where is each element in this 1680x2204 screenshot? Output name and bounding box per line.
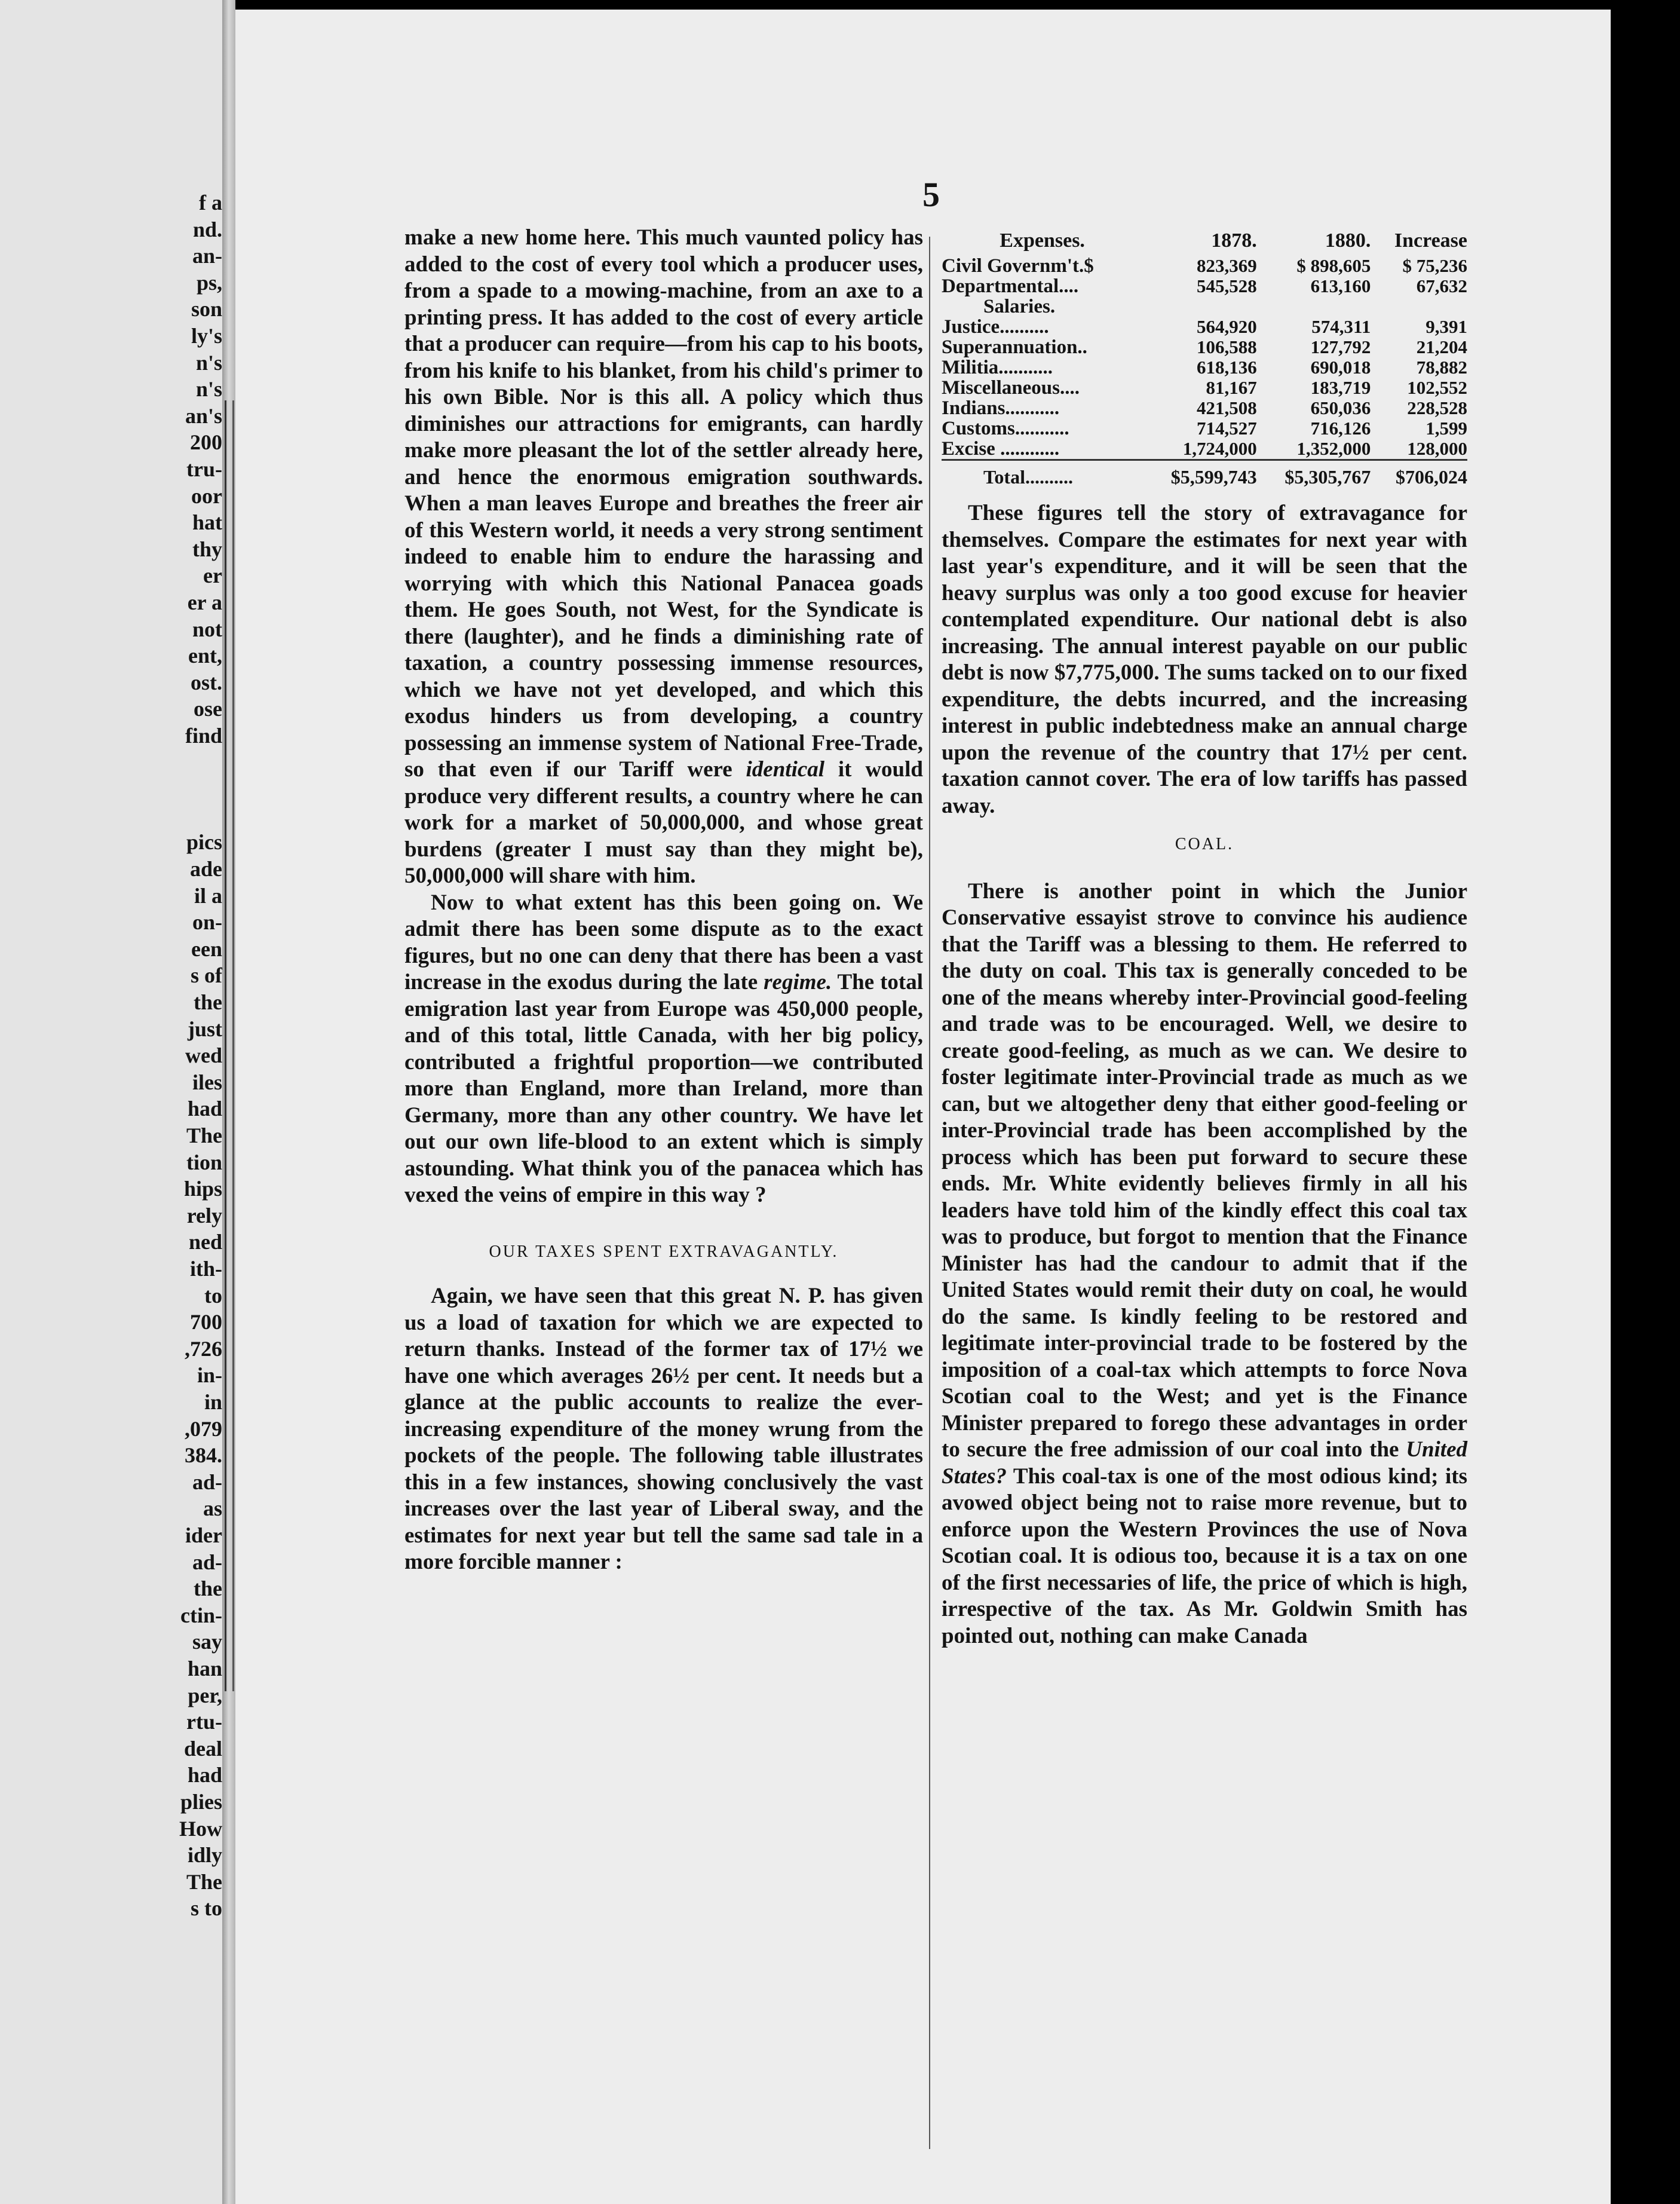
table-cell: Departmental.... xyxy=(942,276,1079,297)
table-cell xyxy=(1371,296,1467,317)
left-page-text-fragment: s to xyxy=(191,1896,222,1921)
table-cell: 183,719 xyxy=(1310,377,1371,398)
binding-thread xyxy=(225,400,234,1691)
left-page-text-fragment: ad- xyxy=(192,1550,222,1574)
table-cell: 67,632 xyxy=(1416,276,1467,296)
paragraph: These figures tell the story of extravagance for themselves. Compare the estimates for next year with last year's expenditure, and it will be seen that the heavy surplus was only a too good excuse for heavier contemplated expenditure. Our national debt is also increasing. The annual interest payable on our public debt is now $7,775,000. The sums tacked on to our fixed expenditure, the debts incurred, and the increasing interest in public indebtedness make an annual charge upon the revenue of the country that 17½ per cent. taxation cannot cover. The era of low tariffs has passed away. xyxy=(942,501,1467,818)
page xyxy=(235,10,1611,2204)
left-page-text-fragment: How xyxy=(179,1816,222,1841)
table-cell: 127,792 xyxy=(1310,336,1371,357)
table-cell: 102,552 xyxy=(1407,377,1467,398)
table-cell: $5,305,767 xyxy=(1257,460,1371,488)
table-cell: Justice.......... xyxy=(942,316,1049,338)
table-cell xyxy=(1257,296,1371,317)
table-cell: Miscellaneous.... xyxy=(942,377,1080,399)
left-page-text-fragment: on- xyxy=(192,910,222,935)
left-page-text-fragment: say xyxy=(192,1630,222,1654)
table-cell: $ 75,236 xyxy=(1402,255,1467,276)
left-page-text-fragment: f a xyxy=(199,191,222,215)
page-number: 5 xyxy=(922,175,940,214)
left-page-text-fragment: ose xyxy=(194,697,222,721)
table-total-row xyxy=(942,460,1467,488)
left-page-text-fragment: not xyxy=(192,617,222,641)
table-cell: 78,882 xyxy=(1416,357,1467,378)
left-page-text-fragment: ent, xyxy=(188,644,222,668)
left-page-text-fragment: ly's xyxy=(191,324,222,348)
left-page-text-fragment: The xyxy=(186,1124,222,1147)
left-page-text-fragment: er xyxy=(203,564,222,588)
table-row xyxy=(942,296,1467,317)
left-page-text-fragment: ith- xyxy=(190,1257,222,1281)
table-cell: 823,369 xyxy=(1197,255,1257,276)
left-page-text-fragment: idly xyxy=(187,1843,222,1868)
table-row xyxy=(942,337,1467,357)
column-left xyxy=(404,225,923,1576)
table-row xyxy=(942,357,1467,378)
table-cell: 613,160 xyxy=(1310,276,1371,296)
left-page-text-fragment: ad- xyxy=(192,1470,222,1494)
table-cell: 714,527 xyxy=(1197,418,1257,439)
table-cell: 650,036 xyxy=(1310,397,1371,418)
table-row xyxy=(942,317,1467,337)
table-cell: 106,588 xyxy=(1197,336,1257,357)
table-cell: 81,167 xyxy=(1206,377,1257,398)
left-page-text-fragment: hips xyxy=(183,1177,222,1201)
left-page-text-fragment: ost. xyxy=(191,670,222,694)
left-page-text-fragment: hat xyxy=(192,510,222,535)
table-row xyxy=(942,378,1467,398)
left-page-text-fragment: wed xyxy=(185,1043,222,1068)
paragraph: make a new home here. This much vaunted policy has added to the cost of every tool which a producer uses, from a spade to a mowing-machine, from an axe to a printing press. It has added to the cost of every article that a producer can require—from his cap to his boots, from his knife to his blanket, from his child's primer to his own Bible. Nor is this all. A policy which thus diminishes our attractions for emigrants, can hardly make more pleasant the lot of the settler already here, and hence the enormous emigration southwards. When a man leaves Europe and breathes the freer air of this Western world, it needs a very strong sentiment indeed to enable him to endure the harassing and worrying with which this National Panacea goads them. He goes South, not West, for the Syndicate is there (laughter), and he finds a diminishing rate of taxation, a country possessing immense resources, which we have not yet developed, and which this exodus hinders us from developing, a country possessing an immense system of National Free-Trade, so that even if our Tariff were identical it would produce very different results, a country where he can work for a market of 50,000,000, and whose great burdens (greater I must say than they might be), 50,000,000 will share with him. xyxy=(404,225,923,888)
table-cell: Customs........... xyxy=(942,418,1069,439)
left-page-text-fragment: as xyxy=(203,1496,222,1521)
left-page-text-fragment: nd. xyxy=(192,217,222,241)
section-heading: OUR TAXES SPENT EXTRAVAGANTLY. xyxy=(489,1242,839,1261)
table-row xyxy=(942,418,1467,439)
table-cell: 421,508 xyxy=(1197,397,1257,418)
table-cell: $ 898,605 xyxy=(1296,255,1371,276)
left-page-text-fragment: n's xyxy=(195,377,222,402)
left-page-text-fragment: in- xyxy=(197,1363,222,1388)
table-cell: 574,311 xyxy=(1311,316,1371,337)
header-cell: 1880. xyxy=(1325,229,1371,252)
table-cell xyxy=(1143,296,1257,317)
left-page-text-fragment: ,079 xyxy=(185,1416,222,1441)
left-page-text-fragment: ned xyxy=(188,1230,222,1254)
table-cell: 1,352,000 xyxy=(1296,438,1371,459)
table-cell: 564,920 xyxy=(1197,316,1257,337)
left-page-text-fragment: il a xyxy=(194,883,222,908)
left-page-text-fragment: thy xyxy=(192,537,222,561)
left-page-text-fragment: just xyxy=(187,1017,222,1041)
table-cell: 1,724,000 xyxy=(1182,438,1257,459)
left-page-text-fragment: tru- xyxy=(186,457,222,481)
table-body xyxy=(942,256,1467,487)
header-cell: Increase xyxy=(1394,229,1467,252)
column-right xyxy=(942,231,1467,1649)
table-cell: 1,599 xyxy=(1425,418,1467,439)
left-page-text-fragment: had xyxy=(187,1097,222,1121)
left-page-text-fragment: deal xyxy=(183,1736,222,1761)
table-cell: 716,126 xyxy=(1310,418,1371,439)
left-page-text-fragment: ctin- xyxy=(180,1603,222,1627)
table-cell: Militia........... xyxy=(942,357,1053,378)
paragraph: Again, we have seen that this great N. P. has given us a load of taxation for which we are expected to return thanks. Instead of the former tax of 17½ we have one which averages 26½ per cent. It needs but a glance at the public accounts to realize the ever-increasing expenditure of the money wrung from the pockets of the people. The following table illustrates this in a few instances, showing conclusively the vast increases over the last year of Liberal sway, and the estimates for next year but tell the same sad tale in a more forcible manner : xyxy=(404,1284,923,1574)
left-page-text-fragment: een xyxy=(191,936,222,961)
table-cell: 690,018 xyxy=(1310,357,1371,378)
left-page-text-fragment: s of xyxy=(191,963,222,988)
left-page-text-fragment: tion xyxy=(186,1150,222,1174)
left-page-text-fragment: in xyxy=(204,1390,222,1414)
left-page-text-fragment: er a xyxy=(187,590,222,614)
section-heading: COAL. xyxy=(1175,835,1234,853)
left-page-text-fragment: ,726 xyxy=(185,1336,222,1361)
table-row xyxy=(942,256,1467,276)
paragraph: Now to what extent has this been going on. We admit there has been some dispute as to the exact figures, but no one can deny that there has been a vast increase in the exodus during the late regime. The total emigration last year from Europe was 450,000 people, and of this total, little Canada, with her big policy, contributed a frightful proportion—we contributed more than England, more than Ireland, more than Germany, more than any other country. We have let out our own life-blood to an extent which is simply astounding. What think you of the panacea which has vexed the veins of empire in this way ? xyxy=(404,890,923,1207)
left-page-text-fragment: an- xyxy=(192,244,222,268)
table-cell: Salaries. xyxy=(983,296,1056,317)
left-page-text-fragment: had xyxy=(187,1763,222,1787)
left-page-text-fragment: an's xyxy=(185,403,222,428)
left-page-text-fragment: ade xyxy=(190,857,222,881)
left-page-text-fragment: per, xyxy=(188,1683,222,1707)
left-page-text-fragment: ider xyxy=(185,1523,222,1547)
left-page-text-fragment: pics xyxy=(186,830,222,855)
left-page-text-fragment: to xyxy=(204,1283,222,1308)
table-cell: 21,204 xyxy=(1416,336,1467,357)
previous-page-fragment xyxy=(0,0,223,2204)
left-page-text-fragment: n's xyxy=(195,350,222,375)
left-page-text-fragment: rtu- xyxy=(186,1710,222,1734)
left-page-text-fragment: the xyxy=(194,990,222,1014)
table-cell: Superannuation.. xyxy=(942,336,1087,358)
table-cell: 618,136 xyxy=(1197,357,1257,378)
left-page-text-fragment: 384. xyxy=(185,1443,222,1468)
table-row xyxy=(942,439,1467,460)
table-cell: $706,024 xyxy=(1371,460,1467,488)
table-header-row xyxy=(942,231,1467,256)
header-cell: 1878. xyxy=(1211,229,1257,252)
table-cell: 9,391 xyxy=(1425,316,1467,337)
table-cell: Excise ............ xyxy=(942,438,1060,460)
left-page-text-fragment: iles xyxy=(192,1070,222,1094)
table-cell: 228,528 xyxy=(1407,397,1467,418)
left-page-text-fragment: son xyxy=(191,297,222,322)
left-page-text-fragment: 700 xyxy=(190,1310,222,1334)
expense-table xyxy=(942,231,1467,487)
header-cell: Expenses. xyxy=(1000,229,1085,252)
table-cell: $5,599,743 xyxy=(1143,460,1257,488)
left-page-text-fragment: plies xyxy=(180,1790,222,1814)
paragraph: There is another point in which the Junior Conservative essayist strove to convince his audience that the Tariff was a blessing to them. He referred to the duty on coal. This tax is generally conceded to be one of the means whereby inter-Provincial good-feeling and trade was to be encouraged. Well, we desire to create good-feeling, as much as we can. We desire to foster legitimate inter-Provincial trade as much as we can, but we altogether deny that either good-feeling or inter-Provincial trade has been accomplished by the process which has been put forward to secure these ends. Mr. White evidently believes firmly in all his leaders have told him of the kindly effect this coal tax was to produce, but forgot to mention that the Finance Minister has had the candour to admit that if the United States would remit their duty on coal, he would do the same. Is kindly feeling to be restored and legitimate inter-provincial trade to be fostered by the imposition of a coal-tax which attempts to force Nova Scotian coal to the West; and yet is the Finance Minister prepared to forego these advantages in order to secure the free admission of our coal into the United States? This coal-tax is one of the most odious kind; its avowed object being not to raise more revenue, but to enforce upon the Western Provinces the use of Nova Scotian coal. It is odious too, because it is a tax on one of the first necessaries of life, the price of which is high, irrespective of the tax. As Mr. Goldwin Smith has pointed out, nothing can make Canada xyxy=(942,878,1467,1648)
left-page-text-fragment: the xyxy=(194,1577,222,1601)
table-cell: 128,000 xyxy=(1407,438,1467,459)
column-divider xyxy=(929,237,930,2149)
table-row xyxy=(942,398,1467,418)
table-cell: Indians........... xyxy=(942,397,1060,419)
table-cell: Civil Governm't.$ xyxy=(942,255,1094,277)
table-cell: Total.......... xyxy=(942,460,1143,488)
table-cell: 545,528 xyxy=(1197,276,1257,296)
left-page-text-fragment: rely xyxy=(186,1203,222,1227)
left-page-text-fragment: han xyxy=(187,1657,222,1680)
table-row xyxy=(942,276,1467,296)
left-page-text-fragment: find xyxy=(185,724,222,748)
left-page-text-fragment: oor xyxy=(191,483,222,508)
left-page-text-fragment: ps, xyxy=(196,270,222,295)
left-page-text-fragment: The xyxy=(186,1869,222,1894)
left-page-text-fragment: 200 xyxy=(190,430,222,455)
